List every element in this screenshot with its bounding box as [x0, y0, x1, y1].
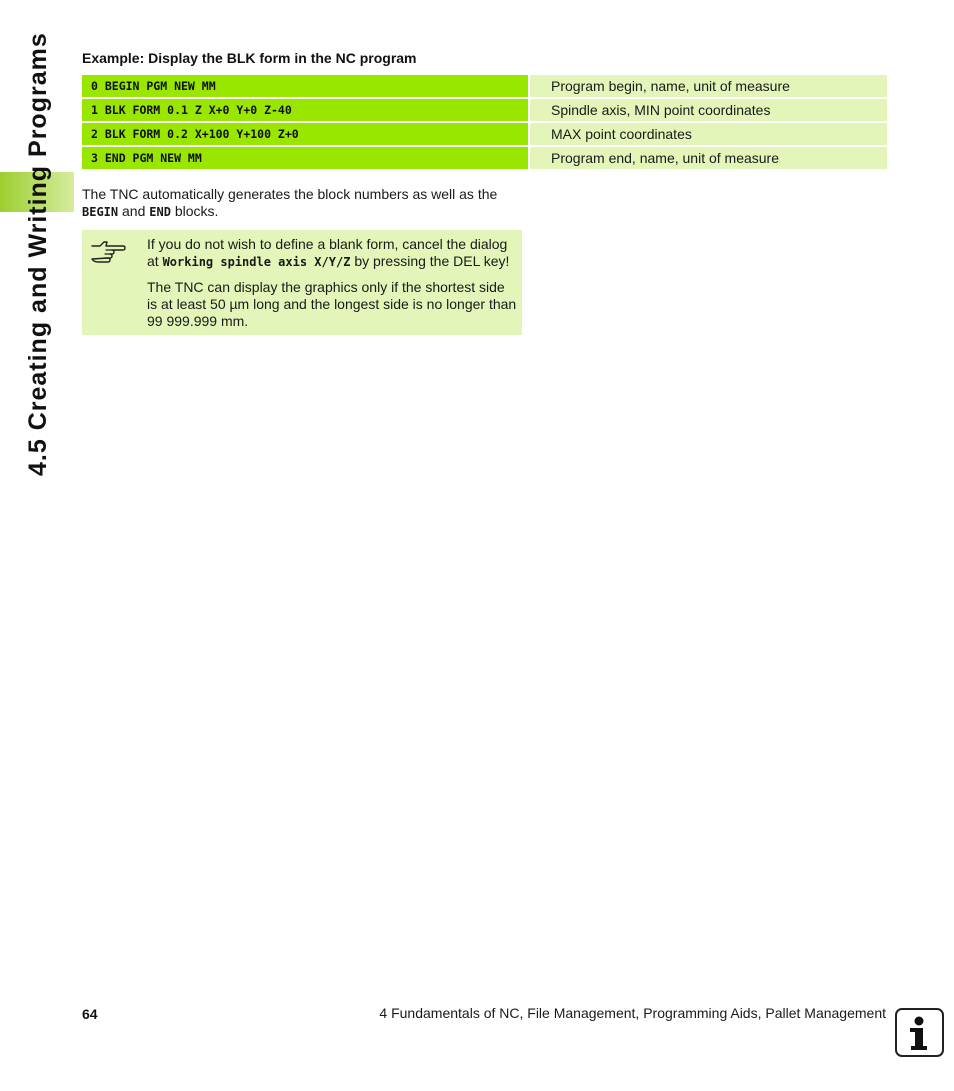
nc-code-cell: 0 BEGIN PGM NEW MM: [82, 75, 528, 97]
description-cell: Program end, name, unit of measure: [530, 147, 887, 169]
info-icon: [895, 1008, 944, 1057]
description-cell: Program begin, name, unit of measure: [530, 75, 887, 97]
note-paragraph: The TNC can display the graphics only if the shortest side is at least 50 µm long and the longest side is no longer than 99 999.999 mm.: [147, 279, 517, 329]
note-text-start: If you do not wish to define a blank form, cancel the dialog at: [147, 236, 508, 269]
paragraph-text: and: [122, 203, 146, 219]
note-box: [82, 230, 522, 335]
paragraph-text: The TNC automatically generates the block numbers as well as the: [82, 186, 498, 202]
description-cell: Spindle axis, MIN point coordinates: [530, 99, 887, 121]
page-number: 64: [82, 1006, 98, 1022]
chapter-footer: 4 Fundamentals of NC, File Management, Programming Aids, Pallet Management: [379, 1005, 886, 1021]
info-glyph-icon: [897, 1010, 942, 1055]
nc-code-cell: 1 BLK FORM 0.1 Z X+0 Y+0 Z-40: [82, 99, 528, 121]
code-row: [82, 99, 887, 121]
begin-keyword: BEGIN: [82, 205, 119, 219]
nc-code-cell: 3 END PGM NEW MM: [82, 147, 528, 169]
note-text-end: by pressing the DEL key!: [354, 253, 510, 269]
example-code-table: [82, 75, 887, 171]
note-paragraph: [147, 236, 517, 271]
body-paragraph: [82, 186, 522, 221]
code-row: [82, 75, 887, 97]
code-row: [82, 147, 887, 169]
code-row: [82, 123, 887, 145]
description-cell: MAX point coordinates: [530, 123, 887, 145]
nc-code-cell: 2 BLK FORM 0.2 X+100 Y+100 Z+0: [82, 123, 528, 145]
pointing-hand-icon: [90, 238, 126, 264]
section-title: 4.5 Creating and Writing Programs: [24, 32, 52, 476]
note-text: [147, 236, 517, 338]
dialog-keyword: Working spindle axis X/Y/Z: [162, 255, 351, 269]
example-heading: Example: Display the BLK form in the NC program: [82, 50, 417, 66]
end-keyword: END: [149, 205, 171, 219]
paragraph-text: blocks.: [174, 203, 219, 219]
